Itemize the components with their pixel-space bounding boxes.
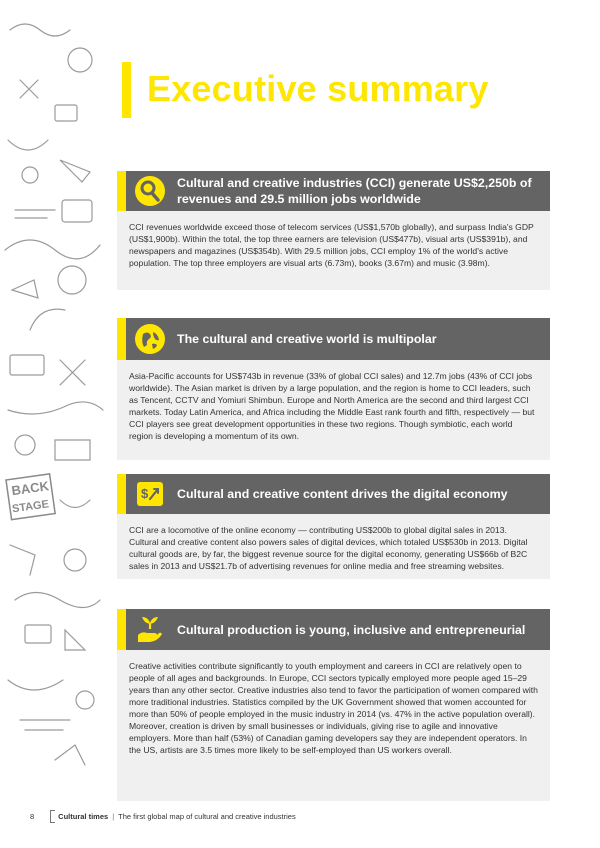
doodle-illustration bbox=[0, 0, 108, 800]
header-accent-bar bbox=[117, 609, 126, 650]
svg-text:STAGE: STAGE bbox=[11, 498, 50, 516]
section-heading: Cultural production is young, inclusive and entrepreneurial bbox=[177, 622, 526, 637]
page-footer bbox=[30, 810, 296, 823]
section-cci-revenues bbox=[117, 171, 550, 290]
magnifier-icon bbox=[135, 176, 165, 206]
svg-text:BACK: BACK bbox=[10, 478, 50, 499]
currency-exchange-icon bbox=[135, 479, 165, 509]
globe-icon bbox=[135, 324, 165, 354]
footer-brand: Cultural times bbox=[58, 812, 109, 821]
header-accent-bar bbox=[117, 171, 126, 211]
title-accent-bar bbox=[122, 62, 131, 118]
section-header bbox=[117, 609, 550, 650]
section-digital-economy bbox=[117, 474, 550, 579]
svg-text:$: $ bbox=[141, 486, 149, 501]
section-heading: The cultural and creative world is multipolar bbox=[177, 332, 437, 346]
page-number: 8 bbox=[30, 812, 35, 821]
section-header bbox=[117, 171, 550, 211]
plant-hand-icon bbox=[135, 615, 165, 645]
section-multipolar bbox=[117, 318, 550, 460]
section-body: CCI are a locomotive of the online economy — contributing US$200b to global digital sales in 2013. Cultural and creative content also powers sales of digital devices, which totaled US$530b in 2013. Digital cultural goods are, by far, the biggest revenue source for the digital economy, generating US$66b of B2C sales in 2013 and US$21.7b of advertising revenues for online media and free streaming websites. bbox=[117, 514, 550, 579]
section-body: Creative activities contribute significantly to youth employment and careers in CCI are relatively open to people of all ages and backgrounds. In Europe, CCI sectors typically employed more people aged 15–29 years than any other sector. Creative industries also tend to favor the participation of women compared with more traditional industries. Statistics compiled by the UK Government showed that women accounted for more than 50% of people employed in the music industry in 2014 (vs. 47% in the active population overall). Moreover, creation is driven by small businesses or individuals, giving rise to agile and innovative employers. More than half (53%) of Canadian gaming developers say they are independent operators. In the US, artists are 3.5 times more likely to be self-employed than US workers overall. bbox=[117, 650, 550, 801]
footer-bracket bbox=[50, 810, 55, 823]
footer-separator: | bbox=[112, 812, 115, 821]
section-heading: Cultural and creative content drives the digital economy bbox=[177, 487, 508, 501]
section-young-inclusive bbox=[117, 609, 550, 801]
page-title: Executive summary bbox=[147, 68, 489, 109]
header-accent-bar bbox=[117, 474, 126, 514]
section-body: CCI revenues worldwide exceed those of telecom services (US$1,570b globally), and surpass India's GDP (US$1,900b). Within the total, the top three earners are television (US$477b), visual arts (US$391b), and newspapers and magazines (US$354b). With 29.5 million jobs, CCI employ 1% of the world's active population. The top three employers are visual arts (6.73m), books (3.67m) and music (3.98m). bbox=[117, 211, 550, 290]
section-body: Asia-Pacific accounts for US$743b in revenue (33% of global CCI sales) and 12.7m jobs (43% of CCI jobs worldwide). The Asian market is driven by a large population, and the region is home to CCI leaders, such as Tencent, CCTV and Yomiuri Shimbun. Europe and North America are the second and third largest CCI markets. Today Latin America, and Africa including the Middle East rank fourth and fifth, respectively — but CCI players see great development opportunities in these two regions. Though symbiotic, each world region is developing a momentum of its own. bbox=[117, 360, 550, 460]
section-header bbox=[117, 318, 550, 360]
section-heading: Cultural and creative industries (CCI) generate US$2,250b of revenues and 29.5 million jobs worldwide bbox=[177, 176, 532, 206]
header-accent-bar bbox=[117, 318, 126, 360]
footer-subtitle: The first global map of cultural and creative industries bbox=[118, 812, 296, 821]
section-header bbox=[117, 474, 550, 514]
